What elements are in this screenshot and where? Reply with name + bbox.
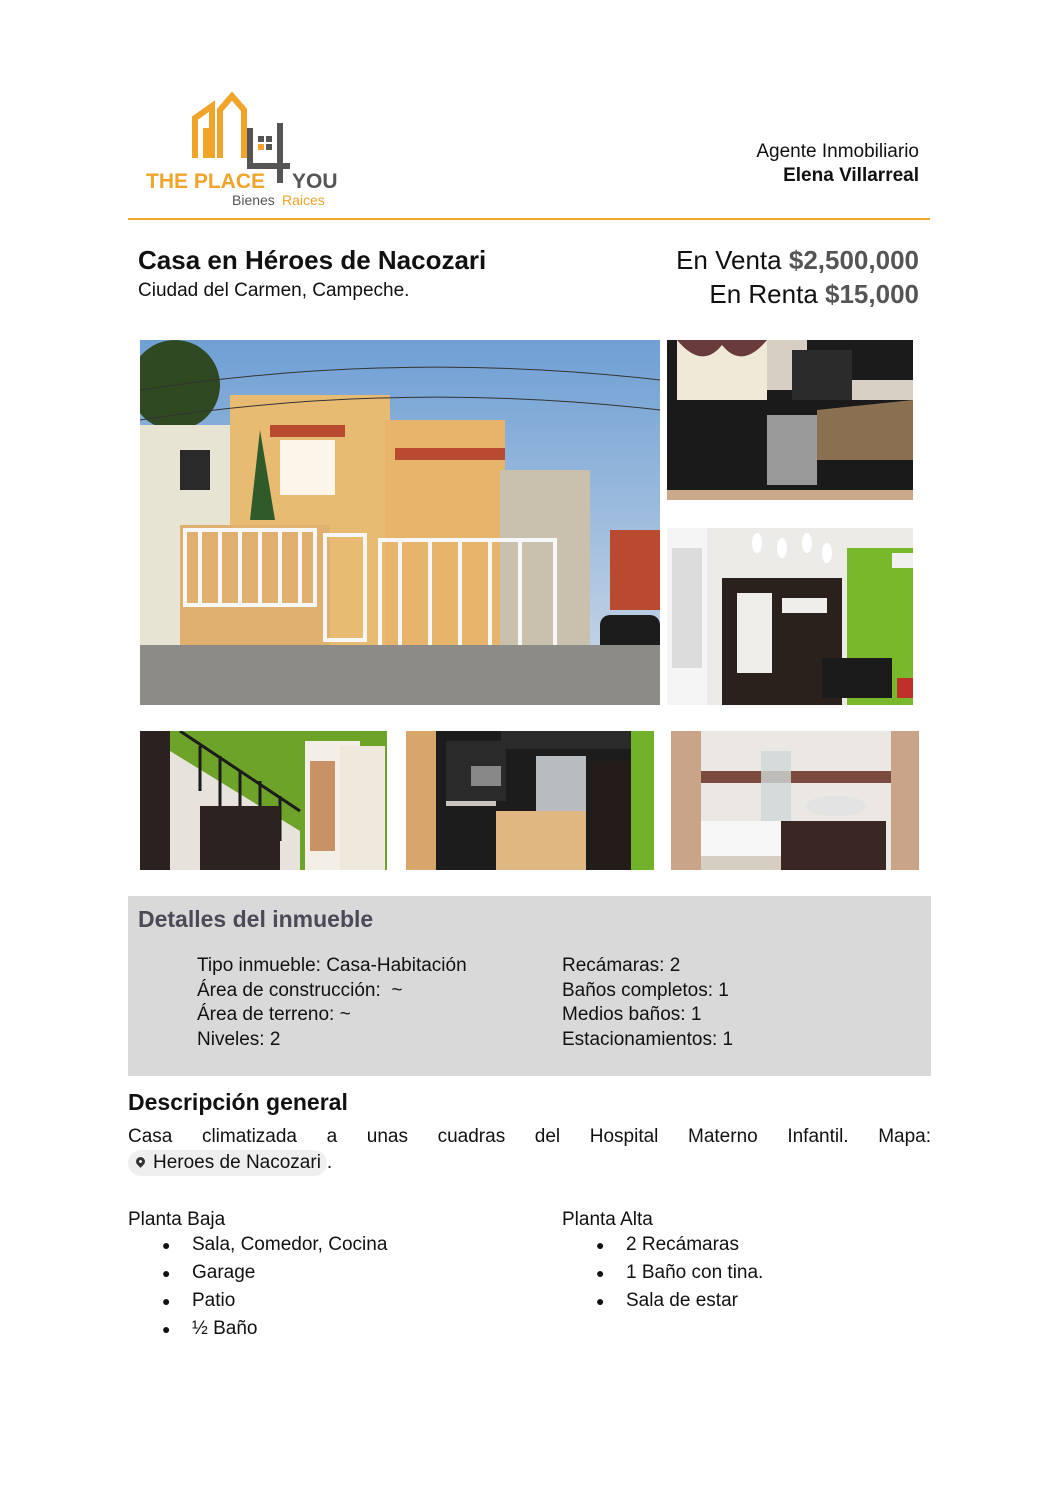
sale-price-line xyxy=(676,245,919,276)
upper-floor-section xyxy=(562,1209,922,1315)
detail-item: Estacionamientos: 1 xyxy=(562,1028,734,1050)
agent-role: Agente Inmobiliario xyxy=(756,141,919,162)
list-item: ● Sala, Comedor, Cocina xyxy=(128,1231,528,1259)
property-details-panel xyxy=(128,896,931,1076)
rent-price: $15,000 xyxy=(825,279,919,309)
photo-living-room xyxy=(667,528,913,705)
upper-floor-heading: Planta Alta xyxy=(562,1209,653,1230)
photo-kitchen xyxy=(667,340,913,500)
rent-price-line xyxy=(709,279,919,310)
photo-kitchen-2 xyxy=(406,731,654,870)
svg-text:Bienes: Bienes xyxy=(232,192,275,208)
list-item: ● Sala de estar xyxy=(562,1287,922,1315)
listing-title: Casa en Héroes de Nacozari xyxy=(138,245,487,275)
detail-item: Área de terreno: ~ xyxy=(197,1004,351,1025)
photo-bathroom xyxy=(671,731,919,870)
list-item: ● Garage xyxy=(128,1259,528,1287)
sale-label: En Venta xyxy=(676,245,782,275)
svg-text:THE PLACE: THE PLACE xyxy=(146,170,266,193)
detail-item: Medios baños: 1 xyxy=(562,1004,702,1025)
listing-location: Ciudad del Carmen, Campeche. xyxy=(138,280,410,301)
svg-text:YOU: YOU xyxy=(292,170,338,193)
photo-facade xyxy=(140,340,660,705)
photo-stairs xyxy=(140,731,387,870)
map-location-label: Heroes de Nacozari xyxy=(153,1152,321,1173)
svg-text:Raices: Raices xyxy=(282,192,325,208)
details-heading: Detalles del inmueble xyxy=(138,906,374,932)
rent-label: En Renta xyxy=(709,279,818,309)
agent-name: Elena Villarreal xyxy=(783,165,919,186)
detail-item: Recámaras: 2 xyxy=(562,955,681,976)
description-text: Casa climatizada a unas cuadras del Hospital Materno Infantil. Mapa: xyxy=(128,1126,931,1147)
sale-price: $2,500,000 xyxy=(788,245,919,275)
list-item: ● 2 Recámaras xyxy=(562,1231,922,1259)
agent-info xyxy=(756,140,919,188)
detail-item: Tipo inmueble: Casa-Habitación xyxy=(197,955,467,976)
description-period: . xyxy=(326,1152,333,1173)
map-pin-icon xyxy=(134,1155,147,1168)
description-heading: Descripción general xyxy=(128,1089,348,1115)
list-item: ● ½ Baño xyxy=(128,1315,528,1343)
ground-floor-list xyxy=(128,1231,528,1343)
header-divider xyxy=(128,218,930,220)
map-location-chip[interactable] xyxy=(128,1150,327,1176)
ground-floor-section xyxy=(128,1209,528,1343)
list-item: ● 1 Baño con tina. xyxy=(562,1259,922,1287)
detail-item: Área de construcción: ~ xyxy=(197,979,403,1001)
upper-floor-list xyxy=(562,1231,922,1315)
detail-item: Niveles: 2 xyxy=(197,1028,281,1050)
list-item: ● Patio xyxy=(128,1287,528,1315)
detail-item: Baños completos: 1 xyxy=(562,979,729,1001)
details-left-column xyxy=(197,954,467,1052)
details-right-column xyxy=(562,954,733,1052)
description-map-line xyxy=(128,1150,332,1176)
ground-floor-heading: Planta Baja xyxy=(128,1209,226,1230)
company-logo xyxy=(140,88,350,213)
